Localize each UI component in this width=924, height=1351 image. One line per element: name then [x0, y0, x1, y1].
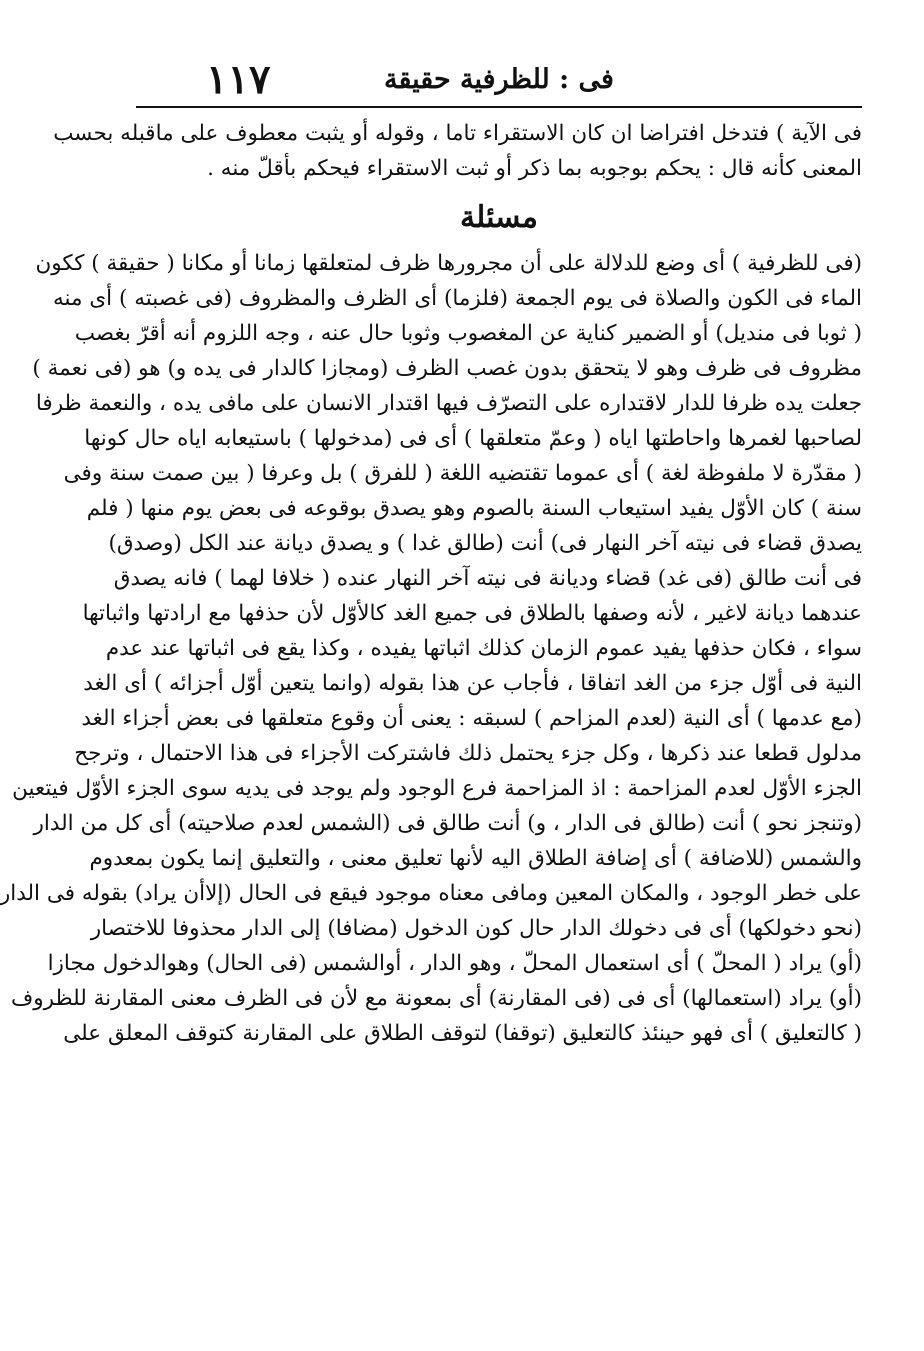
text-line: ( ثوبا فى منديل) أو الضمير كناية عن المغصوب وثوبا حال عنه ، وجه اللزوم أنه أقرّ بغصب	[74, 321, 862, 346]
text-line: ( كالتعليق ) أى فهو حينئذ كالتعليق (توقفا) لتوقف الطلاق على المقارنة كتوقف المعلق على	[63, 1021, 862, 1046]
intro-paragraph	[53, 116, 862, 186]
text-line: فى الآية ) فتدخل افتراضا ان كان الاستقراء تاما ، وقوله أو يثبت معطوف على ماقبله بحسب	[53, 121, 862, 146]
text-line: (فى للظرفية ) أى وضع للدلالة على أن مجرورها ظرف لمتعلقها زمانا أو مكانا ( حقيقة ) ككون	[35, 251, 862, 276]
page-number: ١١٧	[206, 56, 271, 103]
text-line: سنة ) كان الأوّل يفيد استيعاب السنة بالصوم وهو يصدق بوقوعه فى بعض يوم منها ( فلم	[86, 496, 862, 521]
text-line: مظروف فى ظرف وهو لا يتحقق بدون غصب الظرف (ومجازا كالدار فى يده و) هو (فى نعمة )	[32, 356, 862, 381]
text-line: (مع عدمها ) أى النية (لعدم المزاحم ) لسبقه : يعنى أن وقوع متعلقها فى بعض أجزاء الغد	[81, 706, 862, 731]
main-paragraph	[0, 246, 862, 1051]
text-line: ( مقدّرة لا ملفوظة لغة ) أى عموما تقتضيه اللغة ( للفرق ) بل وعرفا ( بين صمت سنة وفى	[63, 461, 862, 486]
section-heading: مسئلة	[460, 200, 538, 235]
text-line: والشمس (للاضافة ) أى إضافة الطلاق اليه لأنها تعليق معنى ، والتعليق إنما يكون بمعدوم	[89, 846, 862, 871]
text-line: الجزء الأوّل لعدم المزاحمة : اذ المزاحمة فرع الوجود ولم يوجد فى يديه سوى الجزء الأوّل فيتعين	[12, 776, 862, 801]
page-header	[136, 56, 862, 108]
text-line: (أو) يراد (استعمالها) أى فى (فى المقارنة) أى بمعونة مع لأن فى الظرف معنى المقارنة للظروف	[10, 986, 862, 1011]
text-line: المعنى كأنه قال : يحكم بوجوبه بما ذكر أو ثبت الاستقراء فيحكم بأقلّ منه .	[207, 156, 862, 181]
text-line: على خطر الوجود ، والمكان المعين ومافى معناه موجود فيقع فى الحال (إلاأن يراد) بقوله فى الدار	[0, 881, 862, 906]
text-line: (نحو دخولكها) أى فى دخولك الدار حال كون الدخول (مضافا) إلى الدار محذوفا للاختصار	[90, 916, 862, 941]
text-line: جعلت يده ظرفا للدار لاقتداره على التصرّف فيها اقتدار الانسان على مافى يده ، والنعمة ظرفا	[35, 391, 862, 416]
text-line: (أو) يراد ( المحلّ ) أى استعمال المحلّ ، وهو الدار ، أوالشمس (فى الحال) وهوالدخول مجازا	[47, 951, 862, 976]
text-line: عندهما ديانة لاغير ، لأنه وصفها بالطلاق فى جميع الغد كالأوّل لأن حذفها مع ارادتها واثباتها	[82, 601, 862, 626]
text-line: مدلول قطعا عند ذكرها ، وكل جزء يحتمل ذلك فاشتركت الأجزاء فى هذا الاحتمال ، وترجح	[74, 741, 862, 766]
book-page	[0, 56, 862, 1051]
text-line: سواء ، فكان حذفها يفيد عموم الزمان كذلك اثباتها يفيده ، وكذا يقع فى اثباتها عند عدم	[105, 636, 862, 661]
text-line: النية فى أوّل جزء من الغد اتفاقا ، فأجاب عن هذا بقوله (وانما يتعين أوّل أجزائه ) أى الغد	[83, 671, 862, 696]
text-line: يصدق قضاء فى نيته آخر النهار فى) أنت (طالق غدا ) و يصدق ديانة عند الكل (وصدق)	[108, 531, 862, 556]
text-line: الماء فى الكون والصلاة فى يوم الجمعة (فلزما) أى الظرف والمظروف (فى غصبته ) أى منه	[52, 286, 862, 311]
running-head: فى : للظرفية حقيقة	[384, 64, 614, 95]
text-line: لصاحبها لغمرها واحاطتها اياه ( وعمّ متعلقها ) أى فى (مدخولها ) باستيعابه اياه حال كونها	[84, 426, 862, 451]
text-line: (وتنجز نحو ) أنت (طالق فى الدار ، و) أنت طالق فى (الشمس لعدم صلاحيته) أى كل من الدار	[33, 811, 862, 836]
text-line: فى أنت طالق (فى غد) قضاء وديانة فى نيته آخر النهار عنده ( خلافا لهما ) فانه يصدق	[113, 566, 862, 591]
